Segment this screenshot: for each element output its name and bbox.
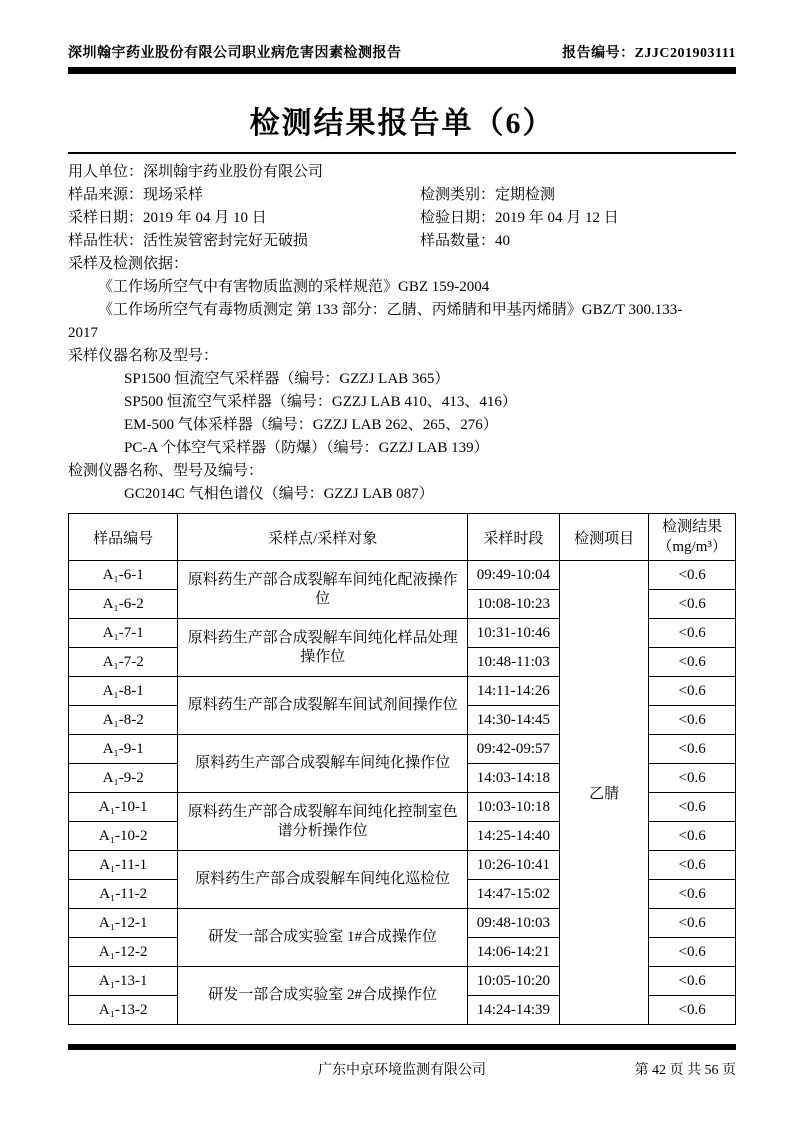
field-sampling-date <box>68 207 420 230</box>
field-inspection-date-label: 检验日期： <box>420 210 496 226</box>
report-no-value: ZJJC201903111 <box>634 46 736 61</box>
time-cell: 10:08-10:23 <box>467 590 559 619</box>
header-row <box>69 514 736 561</box>
field-sample-state-label: 样品性状： <box>68 233 144 249</box>
field-sampling-date-label: 采样日期： <box>68 210 144 226</box>
field-employer-value: 深圳翰宇药业股份有限公司 <box>143 164 324 180</box>
table-row <box>69 561 736 590</box>
sampling-instruments-lines <box>68 368 736 460</box>
time-cell: 10:03-10:18 <box>467 793 559 822</box>
field-sample-source <box>68 184 420 207</box>
col-time: 采样时段 <box>467 514 559 561</box>
field-test-category-value: 定期检测 <box>495 187 556 203</box>
time-cell: 10:05-10:20 <box>467 967 559 996</box>
page-footer <box>68 1044 736 1079</box>
result-cell: <0.6 <box>649 909 736 938</box>
sampling-instruments-heading: 采样仪器名称及型号： <box>68 348 219 364</box>
time-cell: 14:47-15:02 <box>467 880 559 909</box>
field-sample-count-label: 样品数量： <box>420 233 496 249</box>
basis-line: 《工作场所空气中有害物质监测的采样规范》GBZ 159-2004 <box>98 279 490 295</box>
footer-page-info: 第 42 页 共 56 页 <box>634 1063 736 1078</box>
result-cell: <0.6 <box>649 880 736 909</box>
testing-instrument-line: GC2014C 气相色谱仪（编号：GZZJ LAB 087） <box>124 486 434 502</box>
sample-id-cell: A₁-13-1 <box>69 967 178 996</box>
result-cell: <0.6 <box>649 619 736 648</box>
field-test-category-label: 检测类别： <box>420 187 496 203</box>
sample-id-cell: A₁-12-1 <box>69 909 178 938</box>
field-sampling-date-value: 2019 年 04 月 10 日 <box>143 210 267 226</box>
location-cell: 原料药生产部合成裂解车间纯化巡检位 <box>178 851 467 909</box>
sample-id-cell: A₁-13-2 <box>69 996 178 1025</box>
result-cell: <0.6 <box>649 677 736 706</box>
sample-id-cell: A₁-8-1 <box>69 677 178 706</box>
sample-id-cell: A₁-11-1 <box>69 851 178 880</box>
footer-company: 广东中京环境监测有限公司 <box>318 1063 486 1078</box>
basis-line: 2017 <box>68 325 98 341</box>
location-cell: 原料药生产部合成裂解车间纯化操作位 <box>178 735 467 793</box>
footer-rule <box>68 1044 736 1050</box>
header-title: 深圳翰宇药业股份有限公司职业病危害因素检测报告 <box>68 46 402 61</box>
sample-id-cell: A₁-12-2 <box>69 938 178 967</box>
field-employer-label: 用人单位： <box>68 164 144 180</box>
field-sample-source-label: 样品来源： <box>68 187 144 203</box>
time-cell: 09:42-09:57 <box>467 735 559 764</box>
result-cell: <0.6 <box>649 967 736 996</box>
sample-id-cell: A₁-11-2 <box>69 880 178 909</box>
result-cell: <0.6 <box>649 996 736 1025</box>
title-rule <box>68 152 736 154</box>
field-sample-count-value: 40 <box>495 233 511 249</box>
location-cell: 研发一部合成实验室 2#合成操作位 <box>178 967 467 1025</box>
col-location: 采样点/采样对象 <box>178 514 467 561</box>
col-sample-id: 样品编号 <box>69 514 178 561</box>
field-inspection-date <box>420 207 619 230</box>
header-report-no <box>562 42 736 62</box>
basis-lines <box>68 276 736 345</box>
result-cell: <0.6 <box>649 648 736 677</box>
testing-instruments-lines <box>68 483 736 506</box>
col-result-line1: 检测结果 <box>662 519 723 535</box>
field-sample-count <box>420 230 510 253</box>
results-table-body <box>69 561 736 1025</box>
result-cell: <0.6 <box>649 851 736 880</box>
location-cell: 原料药生产部合成裂解车间纯化控制室色谱分析操作位 <box>178 793 467 851</box>
sampling-instrument-line: SP500 恒流空气采样器（编号：GZZJ LAB 410、413、416） <box>124 394 517 410</box>
results-table-header <box>69 514 736 561</box>
header-rule <box>68 67 736 74</box>
location-cell: 原料药生产部合成裂解车间纯化配液操作位 <box>178 561 467 619</box>
basis-line: 《工作场所空气有毒物质测定 第 133 部分：乙腈、丙烯腈和甲基丙烯腈》GBZ/T 300.133- <box>98 302 683 318</box>
sampling-instrument-line: SP1500 恒流空气采样器（编号：GZZJ LAB 365） <box>124 371 450 387</box>
col-result-line2: （mg/m³） <box>657 539 727 555</box>
field-inspection-date-value: 2019 年 04 月 12 日 <box>495 210 619 226</box>
time-cell: 14:24-14:39 <box>467 996 559 1025</box>
sample-id-cell: A₁-7-1 <box>69 619 178 648</box>
field-sample-source-value: 现场采样 <box>143 187 204 203</box>
location-cell: 研发一部合成实验室 1#合成操作位 <box>178 909 467 967</box>
time-cell: 09:48-10:03 <box>467 909 559 938</box>
time-cell: 14:30-14:45 <box>467 706 559 735</box>
sample-id-cell: A₁-7-2 <box>69 648 178 677</box>
time-cell: 10:31-10:46 <box>467 619 559 648</box>
results-table <box>68 513 736 1025</box>
time-cell: 14:03-14:18 <box>467 764 559 793</box>
info-section <box>68 161 736 506</box>
sample-id-cell: A₁-10-2 <box>69 822 178 851</box>
field-test-category <box>420 184 555 207</box>
col-result <box>649 514 736 561</box>
col-item: 检测项目 <box>559 514 648 561</box>
result-cell: <0.6 <box>649 590 736 619</box>
testing-instruments-heading: 检测仪器名称、型号及编号： <box>68 463 264 479</box>
sample-id-cell: A₁-10-1 <box>69 793 178 822</box>
time-cell: 10:48-11:03 <box>467 648 559 677</box>
sample-id-cell: A₁-8-2 <box>69 706 178 735</box>
page-header <box>68 0 736 62</box>
sample-id-cell: A₁-9-2 <box>69 764 178 793</box>
sampling-instrument-line: PC-A 个体空气采样器（防爆）（编号：GZZJ LAB 139） <box>124 440 489 456</box>
sampling-instrument-line: EM-500 气体采样器（编号：GZZJ LAB 262、265、276） <box>124 417 498 433</box>
field-sample-state-value: 活性炭管密封完好无破损 <box>143 233 309 249</box>
result-cell: <0.6 <box>649 735 736 764</box>
result-cell: <0.6 <box>649 793 736 822</box>
basis-heading: 采样及检测依据： <box>68 256 189 272</box>
result-cell: <0.6 <box>649 938 736 967</box>
location-cell: 原料药生产部合成裂解车间纯化样品处理操作位 <box>178 619 467 677</box>
time-cell: 14:25-14:40 <box>467 822 559 851</box>
report-no-label: 报告编号： <box>562 46 635 61</box>
field-sample-state <box>68 230 420 253</box>
time-cell: 14:11-14:26 <box>467 677 559 706</box>
result-cell: <0.6 <box>649 706 736 735</box>
sample-id-cell: A₁-9-1 <box>69 735 178 764</box>
sample-id-cell: A₁-6-1 <box>69 561 178 590</box>
page-title: 检测结果报告单（6） <box>249 107 555 140</box>
result-cell: <0.6 <box>649 822 736 851</box>
time-cell: 10:26-10:41 <box>467 851 559 880</box>
time-cell: 09:49-10:04 <box>467 561 559 590</box>
result-cell: <0.6 <box>649 561 736 590</box>
time-cell: 14:06-14:21 <box>467 938 559 967</box>
sample-id-cell: A₁-6-2 <box>69 590 178 619</box>
location-cell: 原料药生产部合成裂解车间试剂间操作位 <box>178 677 467 735</box>
field-employer <box>68 161 736 184</box>
test-item-cell: 乙腈 <box>559 561 648 1025</box>
result-cell: <0.6 <box>649 764 736 793</box>
